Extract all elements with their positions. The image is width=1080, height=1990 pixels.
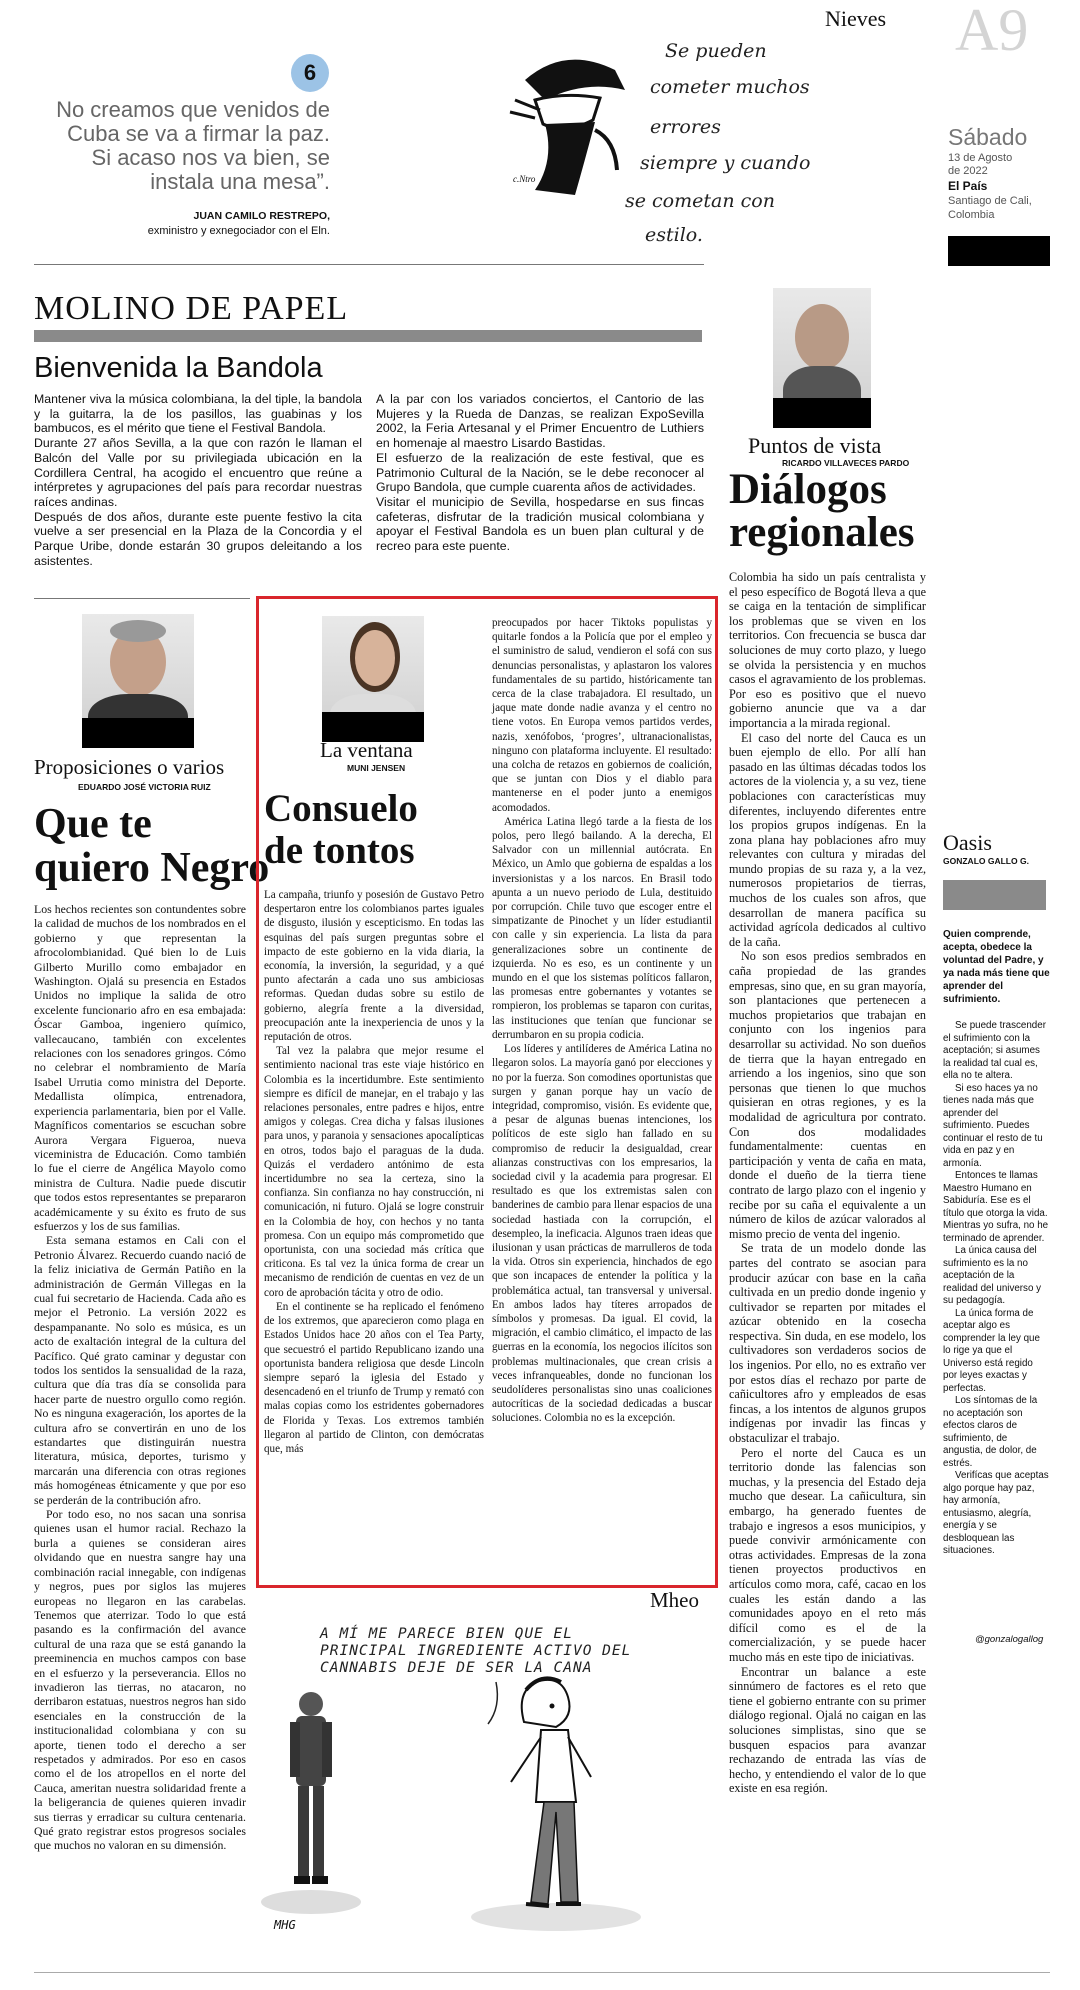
page-number: A9 bbox=[955, 0, 1029, 63]
molino-column-1 bbox=[34, 392, 362, 568]
pull-quote: No creamos que venidos de Cuba se va a firmar la paz. Si acaso nos va bien, se instala una mesa”. bbox=[56, 97, 330, 194]
quote-role: exministro y exnegociador con el Eln. bbox=[147, 225, 330, 237]
proposiciones-p2: Esta semana estamos en Cali con el Petronio Álvarez. Recuerdo cuando nació de la feliz iniciativa de Germán Patiño en la administración de Germán Villegas en la cual fui secretario de Hacienda. Cada año es mejor el Petronio. La versión 2022 es despampanante. No solo es música, es un acto de exaltación integral de la cultura del Pacífico. Qué grato caminar y degustar con todos los sentidos la sensualidad de la raza, cultura que día tras día se consolida para hacer parte de nuestro orgullo como región. No es ninguna exageración, los aportes de la cultura afro se convertirán en uno de los estandartes que distinguirán nuestra literatura, música, deportes, turismo y marcarán una diferencia con otras regiones más homogéneas étnicamente y que por eso se perderán de la contribución afro. bbox=[34, 1233, 246, 1507]
cartoon2-speech: A MÍ ME PARECE BIEN QUE EL PRINCIPAL INGREDIENTE ACTIVO DEL CANNABIS DEJE DE SER LA CANA bbox=[320, 1626, 632, 1676]
proposiciones-divider bbox=[34, 598, 250, 599]
oasis-grey-bar bbox=[943, 880, 1046, 910]
proposiciones-headline bbox=[34, 802, 269, 890]
proposiciones-p3: Por todo eso, no nos sacan una sonrisa quienes usan el humor racial. Rechazo la burla a quienes se consideran aires olvidando que en nuestra sangre hay una combinación racial innegable, con indígenas y negros, pues por siglos las mujeres europeas no llegaron en las carabelas. Tenemos que aterrizar. Todo lo que está pasando es la confirmación del avance cultural de una raza que se está ganando la preeminencia en muchos campos con base en el esfuerzo y la perseverancia. Ellos no invadieron las tierras, no atacaron, no derribaron estatuas, nuestros negros han sido esenciales en la construcción de la institucionalidad colombiana y con su aporte, tienen todo el derecho a ser respetados y admirados. Por eso en casos como el de los atropellos en el norte del Cauca, ameritan nuestra solidaridad frente a la beligerancia de quienes quieren invadir sus tierras y erradicar su cultura centenaria. Qué grato registrar estos progresos sociales que muchos no valoran en su dimensión. bbox=[34, 1507, 246, 1853]
city: Santiago de Cali, bbox=[948, 195, 1032, 207]
ventana-p6: Los líderes y antilíderes de América Latina no llegaron solos. La mayoría ganó por elecciones y no por la fuerza. Son comodines oportunistas que surgen y ganan porque hay un vacío de integridad, compromiso, visión. Es evidente que, a pesar de algunas buenas intenciones, los políticos de este siglo han fallado en su compromiso de reducir la desigualdad, crear alianzas constructivas con los empresarios, la sociedad civil y la academia para progresar. El resultado es que los extremistas salen con banderines de cambio para llenar espacios de una sociedad hastiada con la corrupción, el desempleo, la ineficacia. Algunos traen ideas que ilusionan y usan prácticas de marrulleros de toda la vida. Otros sin experiencia, hinchados de ego que son incapaces de entender la política y la problemática actual, tan transversal y universal. En ambos lados hay títeres arropados de símbolos y promesas. Da igual. El covid, la migración, el cambio climático, el impacto de las guerras en la economía, los negocios ilícitos son problemas multinacionales, que crean crisis a veces infranqueables, donde no funcionan los seudolíderes personalistas sino unas coaliciones autocríticas de la sociedad dedicadas a buscar soluciones. Colombia no es la excepción. bbox=[492, 1043, 712, 1425]
puntos-headline-2: regionales bbox=[729, 509, 915, 556]
year: de 2022 bbox=[948, 165, 988, 177]
author-photo-jensen bbox=[322, 616, 424, 742]
proposiciones-body bbox=[34, 902, 246, 1853]
country: Colombia bbox=[948, 209, 995, 221]
section-logo-number: 6 bbox=[303, 60, 317, 85]
oasis-p4: La única causa del sufrimiento es la no aceptación de la realidad del universo y su pedagogía. bbox=[943, 1245, 1042, 1306]
oasis-column-name: Oasis bbox=[943, 830, 992, 855]
ventana-p1: La campaña, triunfo y posesión de Gustavo Petro despertaron entre los colombianos partes iguales de disgusto, ilusión y escepticismo. En todas las esquinas del país surgen preguntas sobre el impacto de este gobierno en la vida diaria, la economía, la inversión, la seguridad, y a qué punto afectarán a cada uno sus ambiciosas reformas. Quedan dudas sobre su estilo de gobierno, alegría frente a la diversidad, preocupación ante la inexperiencia de unos y la reputación de otros. bbox=[264, 889, 484, 1044]
author-photo-villaveces bbox=[773, 288, 871, 428]
puntos-p5: Pero el norte del Cauca es un territorio donde las falencias son muchas, y la presencia del Estado deja mucho que desear. La cañicultura, sin embargo, ha generado fuentes de trabajo e ingresos a esos municipios, y puede convivir armónicamente con otras actividades. Empresas de la zona tienen proyectos productivos en artículos como mora, café, cacao en los cuales les están dando a las comunidades apoyo en el reto más difícil como es el de la comercialización, y se puede hacer mucho más en este tipo de iniciativas. bbox=[729, 1445, 926, 1664]
ventana-column-1 bbox=[264, 888, 484, 1456]
proposiciones-column-name: Proposiciones o varios bbox=[34, 755, 225, 779]
author-photo-victoria bbox=[82, 614, 194, 748]
footer-divider bbox=[34, 1972, 1050, 1973]
cartoon2-illustration bbox=[256, 1612, 716, 1942]
ventana-column-2 bbox=[492, 616, 712, 1426]
puntos-p2: El caso del norte del Cauca es un buen ejemplo de ello. Por allí han pasado en las últimas décadas todos los actores de la violencia y, a su vez, tiene poblaciones con características muy diferentes, incluyendo diferentes entre los propios grupos indígenas. En la zona plana hay poblaciones afro muy relevantes con cultura y miradas del mundo propias de su raza y, a la vez, numerosos propietarios de tierras, muchos de los cuales son afros, que desarrollan de manera pacífica su actividad agrícola dedicados al cultivo de la caña. bbox=[729, 730, 926, 949]
oasis-body bbox=[943, 1020, 1049, 1558]
molino-headline: Bienvenida la Bandola bbox=[34, 352, 323, 384]
cartoon-mheo bbox=[256, 1612, 716, 1952]
cartoon-author: Nieves bbox=[825, 6, 887, 31]
puntos-column-name: Puntos de vista bbox=[748, 433, 882, 458]
cartoon-line-5: se cometan con bbox=[625, 190, 775, 212]
puntos-p4: Se trata de un modelo donde las partes del contrato se asocian para producir azúcar con base en la caña cultivada en un predio donde ingenio y cultivador se reparten por mitades el azúcar obtenido en la cosecha respectiva. Sin duda, en ese modelo, los cultivadores son verdaderos socios de los ingenios. Por ello, no es extraño ver por estos días el rechazo por parte de cañicultores afro y empleados de esas fincas, a los intentos de algunos grupos indígenas por invadir las fincas y obstaculizar el trabajo. bbox=[729, 1241, 926, 1446]
molino-p5: El esfuerzo de la realización de este festival, que es Patrimonio Cultural de la Nación, se le debe reconocer al Grupo Bandola, que cumple cuarenta años de actividades. bbox=[376, 450, 704, 495]
cartoon-figure-illustration bbox=[505, 40, 635, 210]
molino-p1: Mantener viva la música colombiana, la del tiple, la bandola y la guitarra, la de los pasillos, las guabinas y los bambucos, es el mérito que tiene el Festival Bandola. bbox=[34, 392, 362, 436]
puntos-p1: Colombia ha sido un país centralista y el peso específico de Bogotá lleva a que se caiga en la tentación de simplificar los problemas que se viven en los territorios. Con frecuencia se busca dar soluciones de muy corto plazo, y luego se olvida la persistencia y en muchos casos el agravamiento de los problemas. Por eso es positivo que el nuevo gobierno anuncie que va a dar importancia a la mirada regional. bbox=[729, 570, 926, 730]
puntos-p3: No son esos predios sembrados en caña propiedad de las grandes empresas, sino que, en su gran mayoría, son plantaciones que pertenecen a muchos propietarios que trabajan en conjunto con los ingenios para desarrollar su actividad. No son dueños de tierra que la hayan entregado en arriendo a los ingenios, sino que son personas que tienen lo que muchos quisieran en otras regiones, y es la modalidad de agricultura por contrato. Con dos modalidades fundamentalmente: cuentas en participación y venta de caña en mata, donde el dueño de la tierra tiene contrato de largo plazo con el ingenio y recibe por su caña el equivalente a un número de kilos de azúcar valorados al mismo precio de venta del ingenio. bbox=[729, 949, 926, 1241]
proposiciones-p1: Los hechos recientes son contundentes sobre la calidad de muchos de los nombrados en el gobierno y que representan la afrocolombianidad. Qué bien lo de Luis Gilberto Murillo como embajador en Washington. Ojalá su presencia en Estados Unidos no implique la salida de otro excelente funcionario afro en esa embajada: Óscar Gamboa, ingeniero químico, vallecaucano, también con excelentes relaciones con los senadores gringos. Cómo no celebrar el nombramiento de María Isabel Urrutia como ministra del Deporte. Medallista olímpica, entrenadora, experiencia parlamentaria, bien por el Valle. Magníficos comentarios se escuchan sobre Aurora Vergara Figueroa, nueva viceministra de Educación. Como también lo fue el cierre de Angélica Mayolo como ministra de Cultura. Nadie puede discutir que todos estos representantes se prepararon académicamente y su éxito es fruto de sus esfuerzos y los de sus familias. bbox=[34, 902, 246, 1233]
puntos-headline bbox=[729, 468, 915, 554]
puntos-headline-1: Diálogos bbox=[729, 466, 887, 513]
ventana-p5: América Latina llegó tarde a la fiesta de los polos, pero llegó bailando. A la derecha, El Salvador con un millennial autócrata. En México, un Amlo que gobierna de espaldas a los inversionistas y a los narcos. En Brasil todo apunta a un nuevo periodo de Lula, destituido por corrupción. Chile tuvo que escoger entre el simpatizante de Pinochet y un líder estudiantil con calle y sin experiencia. La lista da para generalizaciones sobre un continente de izquierda. No es eso, es un continente y un mundo en el que los sistemas políticos fallaron, las promesas entre gobernantes y votantes se rompieron, los problemas se taparon con curitas, las instituciones que tenían que funcionar se derrumbaron en su propia codicia. bbox=[492, 815, 712, 1041]
cartoon-line-1: Se pueden bbox=[665, 40, 767, 62]
oasis-handle: @gonzalogallog bbox=[975, 1634, 1044, 1645]
oasis-p3: Entonces te llamas Maestro Humano en Sabiduría. Ese es el título que otorga la vida. Mientras yo sufra, no he terminado de aprender. bbox=[943, 1170, 1049, 1244]
oasis-p5: La única forma de aceptar algo es comprender la ley que lo rige ya que el Universo está regido por leyes exactas y perfectas. bbox=[943, 1307, 1040, 1394]
puntos-body bbox=[729, 570, 926, 1796]
date-black-bar bbox=[948, 236, 1050, 266]
proposiciones-headline-2: quiero Negro bbox=[34, 845, 270, 891]
proposiciones-headline-1: Que te bbox=[34, 801, 152, 847]
cartoon2-author: Mheo bbox=[650, 1588, 699, 1612]
molino-p3: Después de dos años, durante este puente festivo la cita vuelve a ser presencial en la Plaza de la Concordia y el Parque Uribe, donde estarán 30 grupos deleitando a los asistentes. bbox=[34, 509, 362, 568]
ventana-column-name: La ventana bbox=[320, 738, 413, 762]
ventana-p4: preocupados por hacer Tiktoks populistas y quitarle fondos a la Policía que por el empleo y el suministro de salud, vendieron el sofá con sus denuncias personalistas, y aplastaron los valores fundamentales de su partido, históricamente tan cerca de la clase trabajadora. El resultado, un jaque mate donde nadie avanza y el centro no tiene votos. En Europa vemos partidos verdes, nazis, xenófobos, ‘progres’, ultranacionalistas, ninguno con plataforma incluyente. El resultado: una colcha de retazos en gobiernos de coalición, que se juntan con Dios y el diablo para mantenerse en el poder junto a enemigos acomodados. bbox=[492, 617, 712, 814]
ventana-headline-1: Consuelo bbox=[264, 787, 418, 830]
oasis-author: GONZALO GALLO G. bbox=[943, 856, 1029, 866]
ventana-p2: Tal vez la palabra que mejor resume el sentimiento nacional tras este viaje histórico en Colombia es la incertidumbre. Este sentimiento siempre es difícil de manejar, en el trabajo y las relaciones personales, entre padres e hijos, entre amigos y colegas. Crea dicha y falsas ilusiones para unos, y paranoia y sensaciones apocalípticas en otros, todos bajo el paraguas de la duda. Quizás el verdadero antónimo de esta incertidumbre no sea la certeza, sino la confianza. Sin confianza no hay construcción, ni comunicación, ni futuro. Ojalá se logre construir en la Colombia de hoy, con hechos y no tanta promesa. Con un equipo más comprometido que oportunista, con una sociedad más crítica que criticona. Es tal vez la única forma de crear un mecanismo de rendición de cuentas en vez de un coro de aprobación tácita y otro de odio. bbox=[264, 1045, 484, 1299]
oasis-p1: Se puede trascender el sufrimiento con la aceptación; si asumes la realidad tal cual es, ella no te altera. bbox=[943, 1020, 1046, 1081]
oasis-p2: Si eso haces ya no tienes nada más que aprender del sufrimiento. Puedes continuar el resto de tu vida en paz y en armonía. bbox=[943, 1082, 1043, 1169]
oasis-p6: Los síntomas de la no aceptación son efectos claros de sufrimiento, de angustia, de dolor, de estrés. bbox=[943, 1395, 1038, 1469]
oasis-lead: Quien comprende, acepta, obedece la voluntad del Padre, y ya nada más tiene que aprender del sufrimiento. bbox=[943, 929, 1050, 1005]
ventana-p3: En el continente se ha replicado el fenómeno de los extremos, que aparecieron como plaga en Estados Unidos hace 20 años con el Tea Party, que secuestró el partido Republicano izando una oportunista bandera religiosa que desde Lincoln siempre separó la iglesia del Estado y desencadenó en el triunfo de Trump y remató con malas copias como los estridentes gobernadores de Florida y Texas. Los extremos también llegaron al partido de Clinton, con demócratas que, más bbox=[264, 1300, 484, 1455]
day: Sábado bbox=[948, 124, 1028, 150]
proposiciones-author: EDUARDO JOSÉ VICTORIA RUIZ bbox=[78, 782, 211, 792]
cartoon-line-3: errores bbox=[650, 116, 721, 138]
molino-p2: Durante 27 años Sevilla, a la que con razón le llaman el Balcón del Valle por su privilegiada ubicación en la Cordillera Central, ha acogido el encuentro que reúne a intérpretes y agrupaciones del país para recordar nuestras raíces andinas. bbox=[34, 436, 362, 509]
puntos-p6: Encontrar un balance a este sinnúmero de factores es el reto que tiene el gobierno entrante con su primer diálogo regional. Ojalá no caigan en las soluciones simplistas, sino que se busquen espacios para avanzar rechazando de entrada las vías de hecho, y entendiendo el valor de lo que existe en esa región. bbox=[729, 1664, 926, 1796]
date: 13 de Agosto bbox=[948, 152, 1013, 164]
ventana-headline-2: de tontos bbox=[264, 829, 415, 872]
cartoon2-signature: MHG bbox=[274, 1918, 296, 1932]
oasis-p7: Verifícas que aceptas algo porque hay paz, hay armonía, entusiasmo, alegría, energía y se desbloquean las situaciones. bbox=[943, 1470, 1049, 1556]
molino-column-2 bbox=[376, 392, 704, 554]
cartoon-nieves bbox=[505, 18, 845, 250]
ventana-headline bbox=[264, 788, 418, 872]
section-title: MOLINO DE PAPEL bbox=[34, 290, 349, 327]
puntos-author: RICARDO VILLAVECES PARDO bbox=[782, 458, 910, 468]
cartoon-line-4: siempre y cuando bbox=[640, 152, 811, 174]
cartoon-line-6: estilo. bbox=[645, 224, 703, 246]
ventana-author: MUNI JENSEN bbox=[347, 763, 406, 773]
cartoon-line-2: cometer muchos bbox=[650, 76, 810, 98]
section-logo bbox=[291, 54, 329, 92]
molino-p4: A la par con los variados conciertos, el Cantorio de las Mujeres y la Rueda de Danzas, se realizan ExpoSevilla 2002, la Feria Artesanal y el Primer Encuentro de Luthiers en homenaje al maestro Lisardo Bastidas. bbox=[376, 392, 704, 451]
quote-author: JUAN CAMILO RESTREPO, bbox=[193, 210, 330, 222]
cartoon-signature: c.Ntro bbox=[513, 174, 536, 184]
header-divider bbox=[34, 264, 704, 265]
molino-p6: Visitar el municipio de Sevilla, hospedarse en sus fincas cafeteras, disfrutar de la tradición musical colombiana y apoyar el Festival Bandola es un buen plan cultural y de recreo para este puente. bbox=[376, 494, 704, 554]
paper-name: El País bbox=[948, 179, 988, 193]
section-grey-bar bbox=[34, 330, 702, 342]
